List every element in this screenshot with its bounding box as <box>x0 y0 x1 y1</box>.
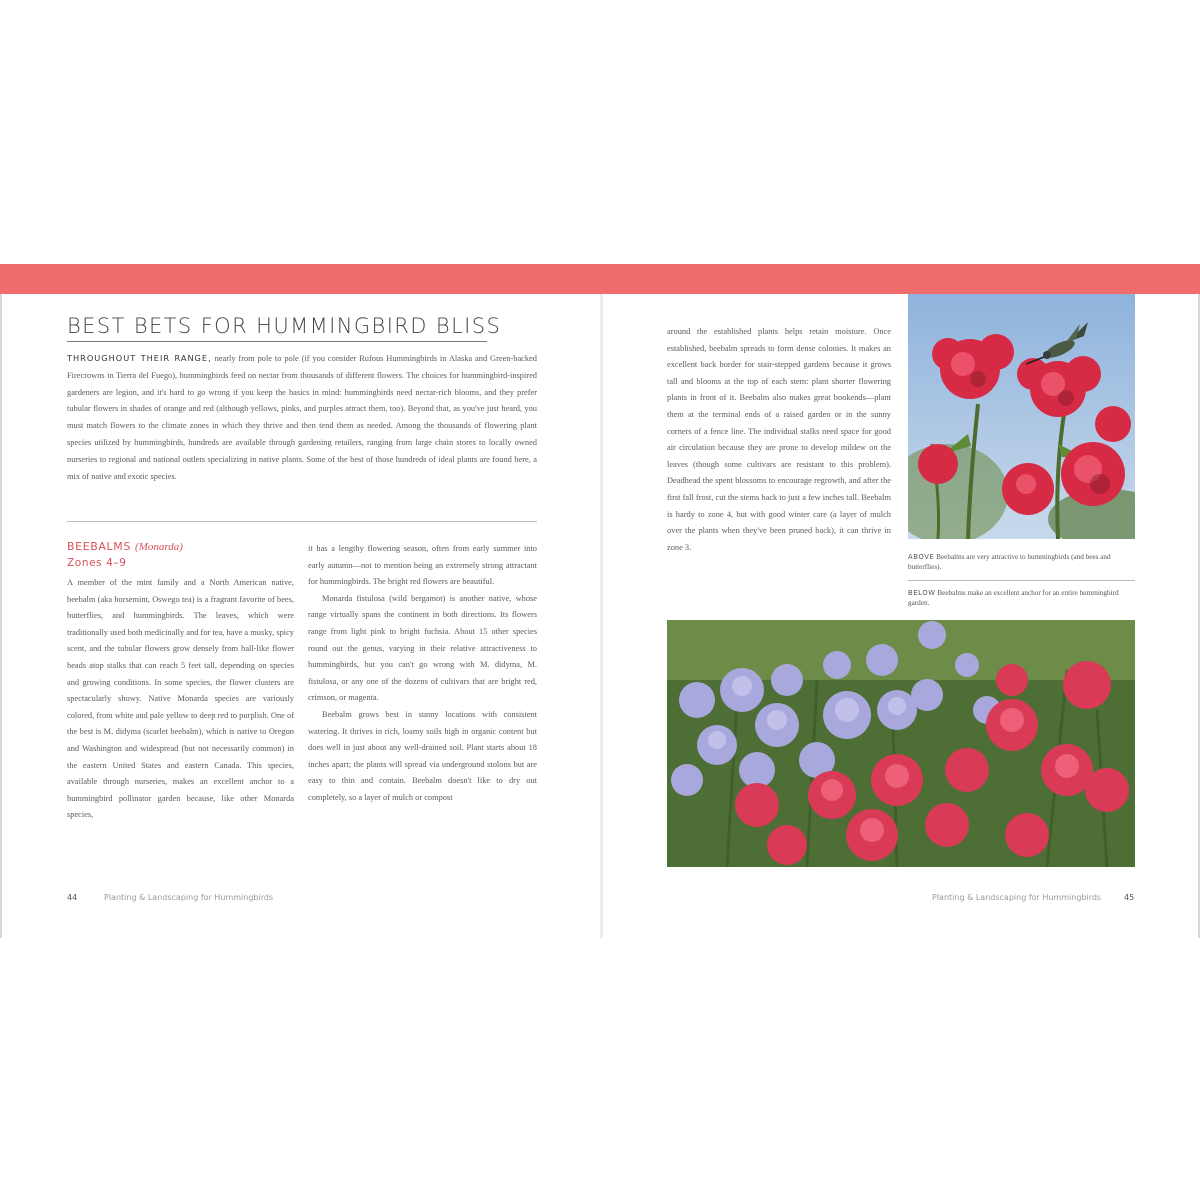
photo-beebalm-garden <box>667 620 1135 867</box>
header-color-band <box>0 264 1200 294</box>
hardiness-zones: Zones 4–9 <box>67 557 127 569</box>
body-paragraph: it has a lengthy flowering season, often from early summer into early autumn—not to mention being an extremely strong attractant for hummingbirds. The bright red flowers are beautiful. <box>308 544 537 587</box>
title-underline <box>67 341 487 342</box>
running-head-right: Planting & Landscaping for Hummingbirds <box>932 893 1102 902</box>
body-paragraph: Beebalm grows best in sunny locations with consistent watering. It thrives in rich, loamy soils high in organic content but does well in just about any well-drained soil. Plant starts about 18 inches apart; the plants will spread via underground stolons but are easy to thin and contain. Beebalm doesn't like to dry out completely, so a layer of mulch or compost <box>308 709 537 802</box>
page-edge-left <box>0 294 2 938</box>
caption-text: Beebalms are very attractive to hummingbirds (and bees and butterflies). <box>908 553 1111 571</box>
body-column-3 <box>667 324 891 556</box>
section-heading <box>67 540 183 553</box>
body-paragraph: around the established plants helps retain moisture. Once established, beebalm spreads to form dense colonies. It makes an excellent back border for stair-stepped gardens because it grows tall and blooms at the top of each stem: plant shorter flowering plants in front of it. Beebalm also makes great bookends—plant them at the terminal ends of a raised garden or in the sunny corners of a fence line. The individual stalks need space for good air circulation because they are prone to develop mildew on the leaves (though some cultivars are resistant to this problem). Deadhead the spent blossoms to encourage regrowth, and after the first fall frost, cut the stems back to just a few inches tall. Beebalm is hardy to zone 4, but with good winter care (a layer of mulch over the plants when they've been pruned back), it can thrive in zone 3. <box>667 327 891 552</box>
body-column-1 <box>67 575 294 824</box>
photo-hummingbird-beebalm <box>908 294 1135 539</box>
caption-label: ABOVE <box>908 553 935 561</box>
body-column-2 <box>308 541 537 807</box>
intro-lead-in: THROUGHOUT THEIR RANGE, <box>67 353 212 363</box>
red-beebalm-flowers-icon <box>908 294 1135 539</box>
page-title: BEST BETS FOR HUMMINGBIRD BLISS <box>67 314 502 338</box>
page-number-left: 44 <box>67 893 78 902</box>
section-heading-common: BEEBALMS <box>67 540 131 553</box>
section-heading-latin: (Monarda) <box>135 541 183 553</box>
caption-below <box>908 588 1135 608</box>
section-divider <box>67 521 537 522</box>
intro-body: nearly from pole to pole (if you consider Rufous Hummingbirds in Alaska and Green-backed Firecrowns in Tierra del Fuego), hummingbirds feed on nectar from thousands of different flowers. The choices for hummingbird-inspired gardeners are legion, and it's hard to go wrong if you keep the basics in mind: hummingbirds need nectar-rich blooms, and they prefer tubular flowers in shades of orange and red (although yellows, pinks, and purples attract them, too). Beyond that, as you've just heard, you must match flowers to the climate zones in which they thrive and then tend them as needed. Among the thousands of flowering plant species utilized by hummingbirds, hundreds are available through gardening retailers, ranging from large chain stores to locally owned nurseries to regional and national outlets specializing in native plants. Some of the best of those hundreds of ideal plants are found here, a mix of native and exotic species. <box>67 354 537 481</box>
caption-above <box>908 552 1135 572</box>
caption-text: Beebalms make an excellent anchor for an entire hummingbird garden. <box>908 589 1119 607</box>
body-paragraph: A member of the mint family and a North American native, beebalm (aka horsemint, Oswego tea) is a fragrant favorite of bees, butterflies, and hummingbirds. The leaves, which were traditionally used both medicinally and for tea, have a musky, spicy scent, and the tubular flowers grow densely from ball-like flower heads atop stalks that can reach 5 feet tall, depending on species and growing conditions. In some species, the flower clusters are spectacularly showy. Native Monarda species are variously colored, from white and pale yellow to deep red to purplish. One of the best is M. didyma (scarlet beebalm), which is native to Oregon and Washington and widespread (but not necessarily common) in the eastern United States and eastern Canada. This species, available through nurseries, makes an excellent anchor to a hummingbird pollinator garden because, like other Monarda species, <box>67 578 294 820</box>
page-number-right: 45 <box>1124 893 1135 902</box>
caption-divider <box>908 580 1135 581</box>
body-paragraph: Monarda fistulosa (wild bergamot) is another native, whose range virtually spans the continent in both directions. Its flowers range from light pink to bright fuchsia. About 15 other species round out the genus, varying in their relative attractiveness to hummingbirds, but you can't go wrong with M. didyma, M. fistulosa, or any one of the dozens of cultivars that are bright red, crimson, or magenta. <box>308 593 537 703</box>
caption-label: BELOW <box>908 589 936 597</box>
intro-paragraph <box>67 350 537 485</box>
lavender-beebalm-flowers-icon <box>667 620 1135 867</box>
running-head-left: Planting & Landscaping for Hummingbirds <box>104 893 274 902</box>
book-gutter <box>600 294 603 938</box>
